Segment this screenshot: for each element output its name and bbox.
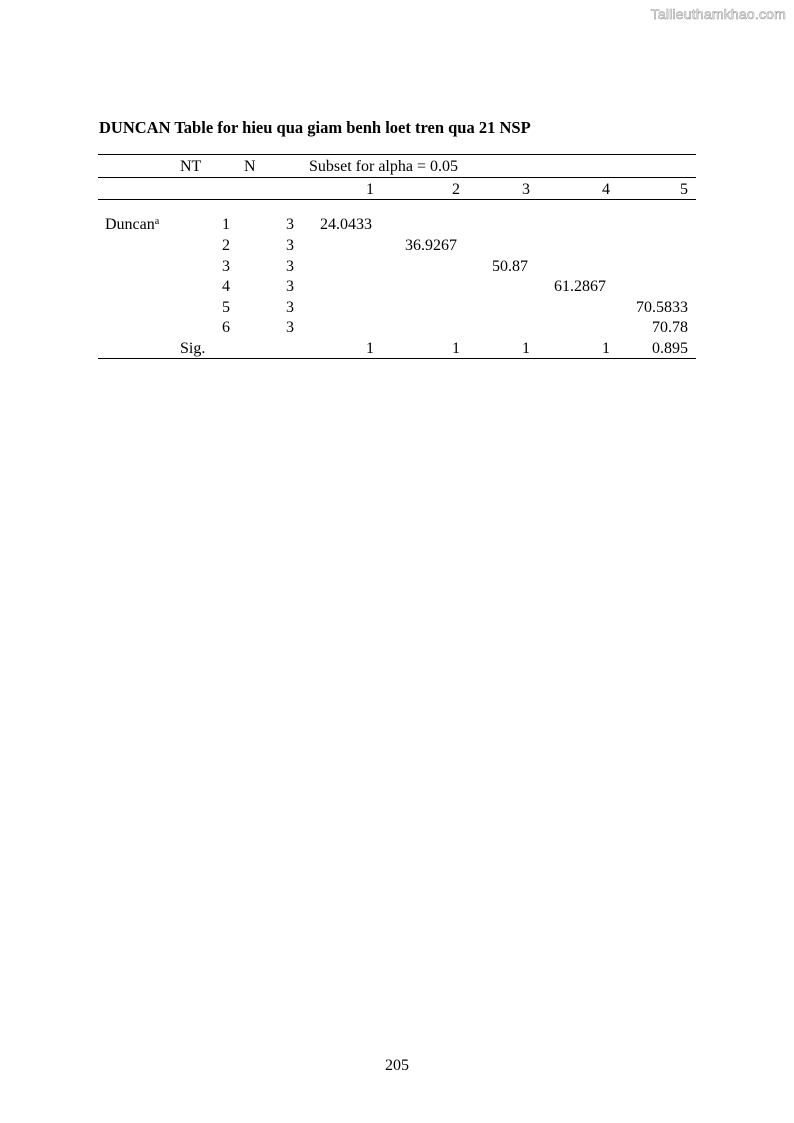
row-n: 3 bbox=[286, 278, 294, 295]
row-n: 3 bbox=[286, 299, 294, 316]
row-subset-value: 50.87 bbox=[492, 258, 528, 275]
header-subset: Subset for alpha = 0.05 bbox=[309, 158, 458, 175]
row-nt: 5 bbox=[222, 299, 230, 316]
row-nt: 6 bbox=[222, 319, 230, 336]
row-n: 3 bbox=[286, 216, 294, 233]
sig-value: 1 bbox=[522, 340, 530, 357]
sig-value: 1 bbox=[452, 340, 460, 357]
header-rule bbox=[98, 177, 696, 178]
duncan-table bbox=[98, 154, 696, 359]
subset-column-header: 2 bbox=[452, 181, 460, 198]
subheader-rule bbox=[98, 199, 696, 200]
sig-value: 1 bbox=[602, 340, 610, 357]
row-subset-value: 36.9267 bbox=[405, 237, 457, 254]
table-bottom-rule bbox=[98, 358, 696, 359]
table-title: DUNCAN Table for hieu qua giam benh loet tren qua 21 NSP bbox=[99, 118, 531, 137]
row-subset-value: 70.78 bbox=[652, 319, 688, 336]
row-subset-value: 70.5833 bbox=[636, 299, 688, 316]
sig-value: 0.895 bbox=[652, 340, 688, 357]
subset-column-header: 1 bbox=[366, 181, 374, 198]
watermark: Tailieuthamkhao.com bbox=[650, 6, 786, 22]
subset-column-header: 3 bbox=[522, 181, 530, 198]
sig-value: 1 bbox=[366, 340, 374, 357]
header-n: N bbox=[244, 158, 256, 175]
row-n: 3 bbox=[286, 237, 294, 254]
row-nt: 1 bbox=[222, 216, 230, 233]
method-label-text: Duncan bbox=[105, 216, 155, 233]
header-nt: NT bbox=[180, 158, 202, 175]
row-n: 3 bbox=[286, 258, 294, 275]
table-top-rule bbox=[98, 154, 696, 155]
row-n: 3 bbox=[286, 319, 294, 336]
sig-label: Sig. bbox=[180, 340, 206, 357]
subset-column-header: 5 bbox=[680, 181, 688, 198]
row-subset-value: 24.0433 bbox=[320, 216, 372, 233]
row-nt: 3 bbox=[222, 258, 230, 275]
row-subset-value: 61.2867 bbox=[554, 278, 606, 295]
row-nt: 4 bbox=[222, 278, 230, 295]
subset-column-header: 4 bbox=[602, 181, 610, 198]
method-superscript: a bbox=[154, 216, 160, 227]
method-label bbox=[105, 216, 159, 234]
row-nt: 2 bbox=[222, 237, 230, 254]
page-number: 205 bbox=[385, 1057, 409, 1074]
